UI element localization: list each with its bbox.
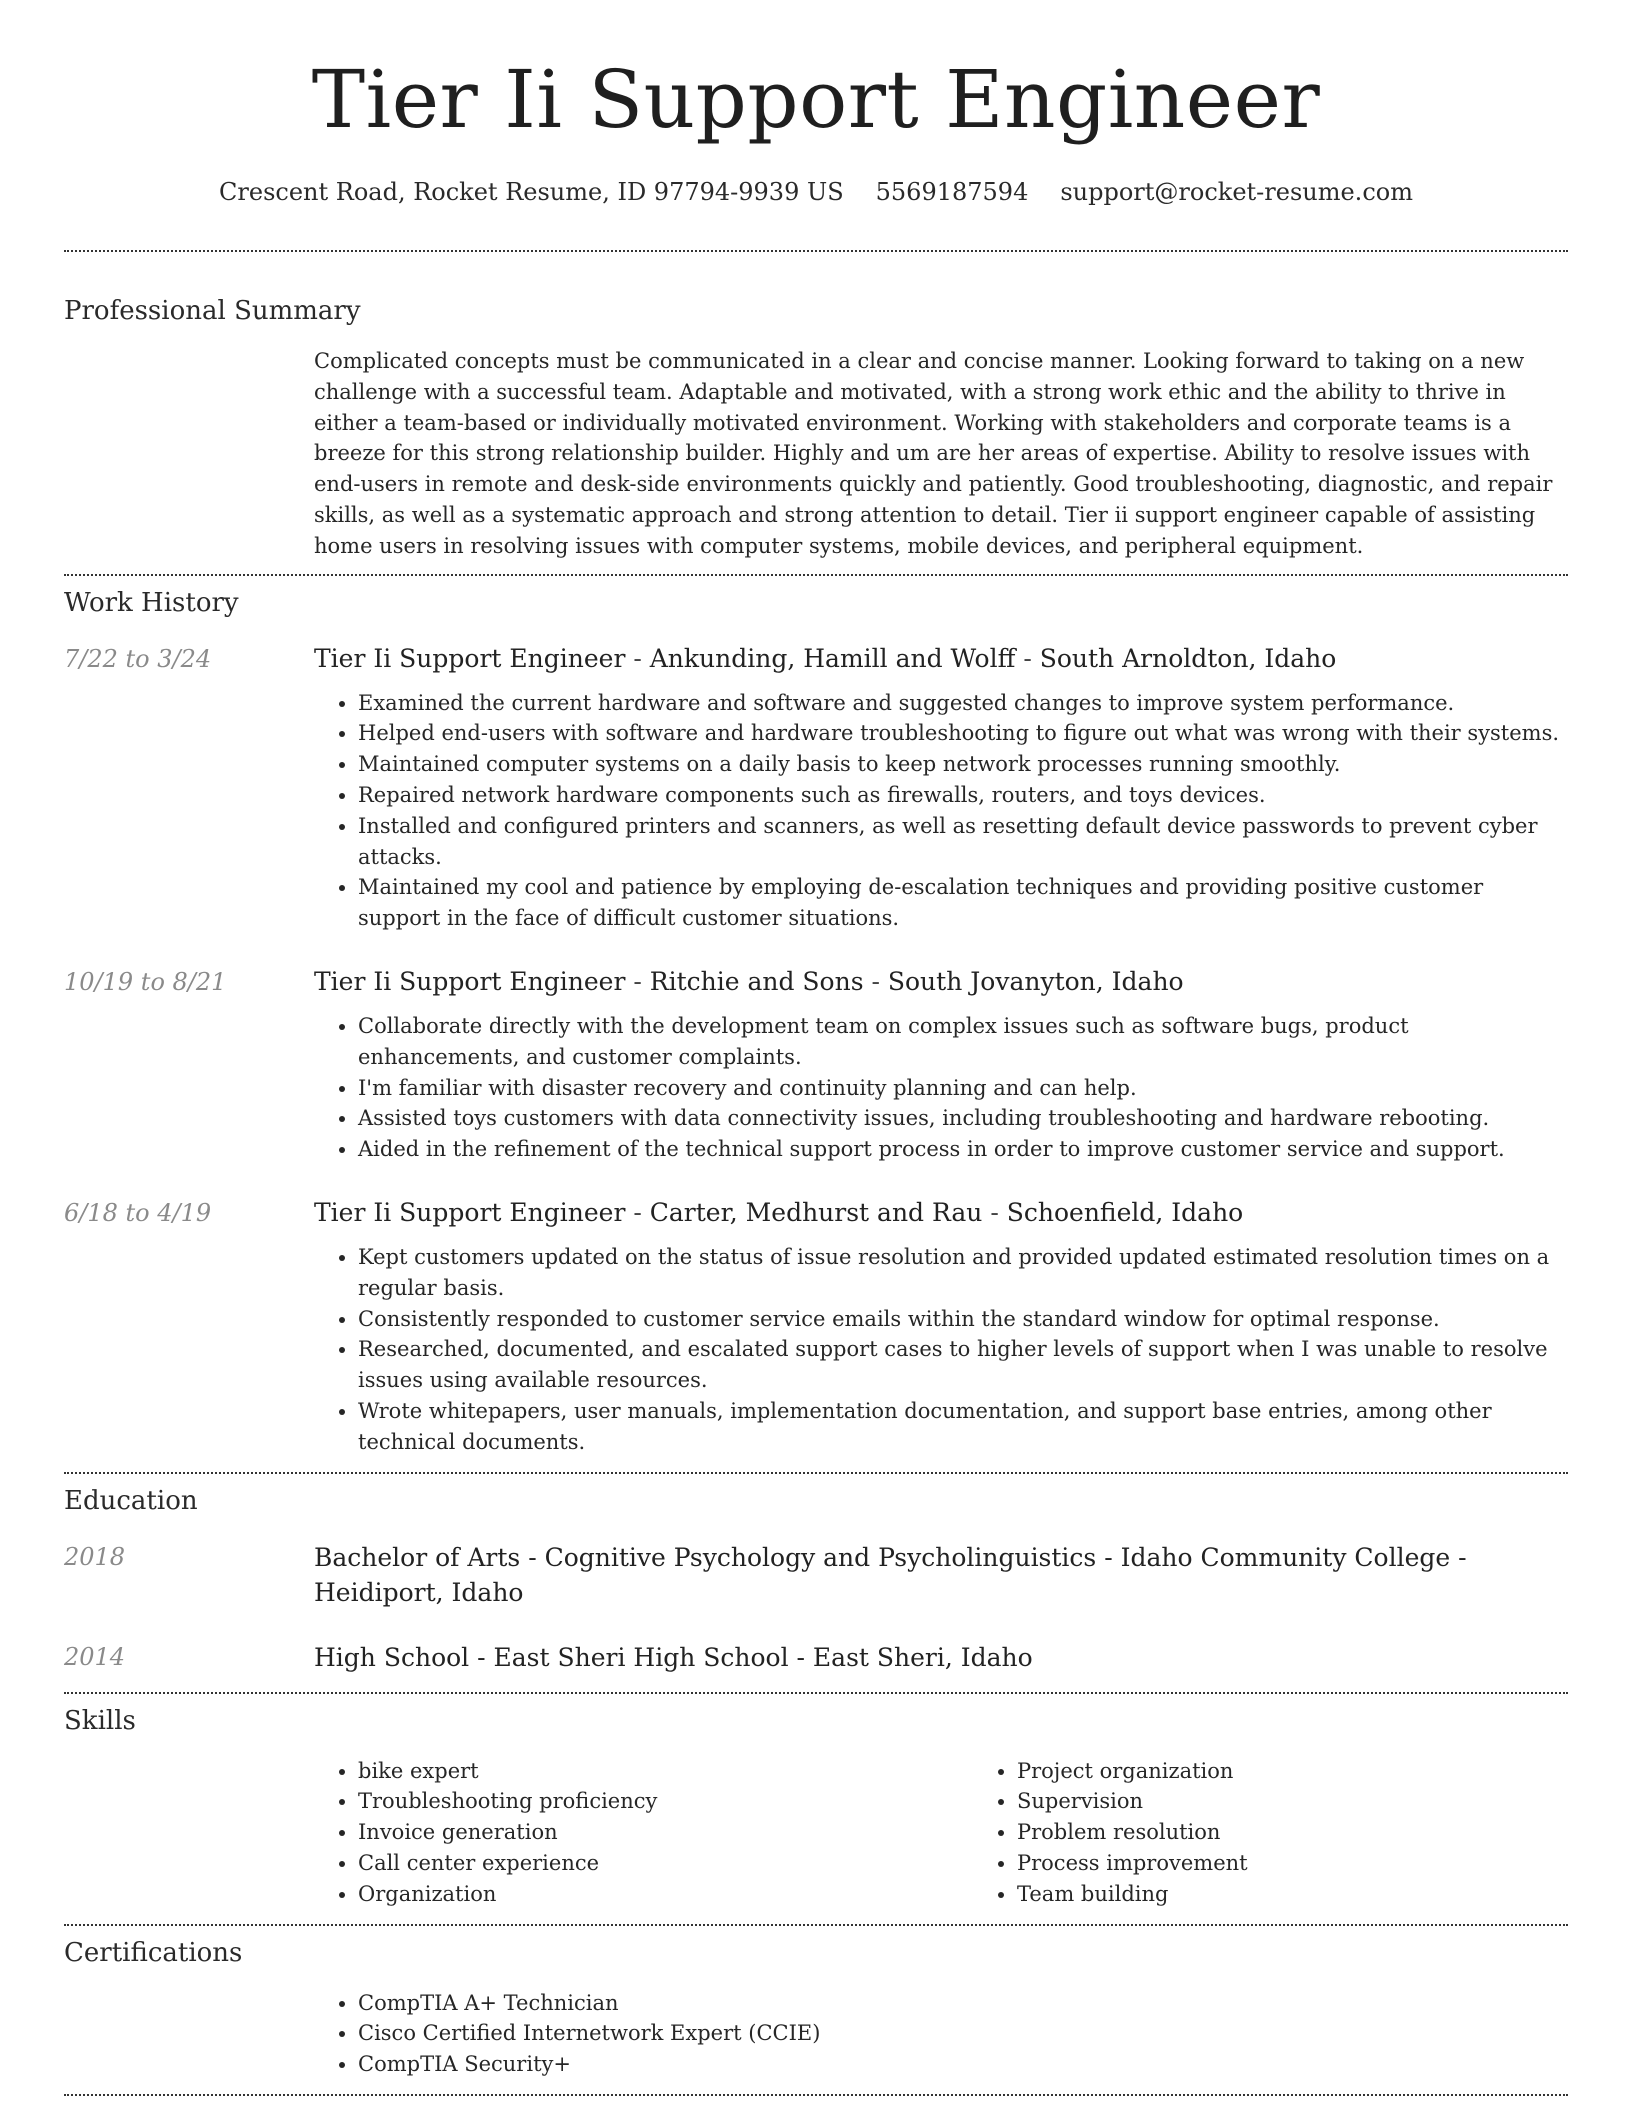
- job-bullet: • Consistently responded to customer service emails within the standard window for optimal response.: [358, 1304, 1568, 1335]
- certifications-divider: [64, 2094, 1568, 2096]
- education-entry: [64, 1640, 1568, 1675]
- education-entry: [64, 1540, 1568, 1610]
- skill-item: • Invoice generation: [358, 1817, 973, 1848]
- education-heading: Education: [64, 1485, 198, 1516]
- skills-section: [64, 1694, 1568, 1910]
- skills-heading: Skills: [64, 1705, 136, 1736]
- job-sep: -: [625, 966, 650, 996]
- job-bullet: • Maintained my cool and patience by employing de-escalation techniques and providing positive customer support in the face of difficult customer situations.: [358, 872, 1568, 934]
- certification-item: • Cisco Certified Internetwork Expert (CCIE): [358, 2018, 1568, 2049]
- certifications-heading: Certifications: [64, 1937, 243, 1968]
- job-sep: -: [982, 1197, 1007, 1227]
- job-sep: -: [863, 966, 888, 996]
- job-bullet: • Aided in the refinement of the technical support process in order to improve customer service and support.: [358, 1134, 1568, 1165]
- certifications-section: [64, 1926, 1568, 2080]
- job-bullets: [314, 1242, 1568, 1458]
- contact-address: Crescent Road, Rocket Resume, ID 97794-9939 US: [219, 178, 844, 206]
- skill-item: • bike expert: [358, 1756, 973, 1787]
- contact-phone: 5569187594: [875, 178, 1029, 206]
- job-entry: [64, 965, 1568, 1165]
- education-title: Bachelor of Arts - Cognitive Psychology and Psycholinguistics - Idaho Community College - Heidiport, Idaho: [314, 1542, 1467, 1607]
- education-year: 2014: [64, 1642, 126, 1671]
- certifications-list: [314, 1988, 1568, 2080]
- job-bullet: • Installed and configured printers and scanners, as well as resetting default device passwords to prevent cyber attacks.: [358, 811, 1568, 873]
- job-dates: 10/19 to 8/21: [64, 967, 227, 996]
- contact-email: support@rocket-resume.com: [1060, 178, 1413, 206]
- job-role: Tier Ii Support Engineer: [314, 1197, 626, 1227]
- skill-item: • Problem resolution: [1017, 1817, 1568, 1848]
- job-dates: 7/22 to 3/24: [64, 644, 212, 673]
- job-bullet: • Assisted toys customers with data connectivity issues, including troubleshooting and hardware rebooting.: [358, 1103, 1568, 1134]
- job-entry: [64, 642, 1568, 934]
- job-bullets: [314, 688, 1568, 934]
- job-location: South Arnoldton, Idaho: [1039, 643, 1337, 673]
- summary-text: Complicated concepts must be communicated in a clear and concise manner. Looking forward to taking on a new challenge with a successful team. Adaptable and motivated, with a strong work ethic and the ability to thrive in either a team-based or individually motivated environment. Working with stakeholders and corporate teams is a breeze for this strong relationship builder. Highly and um are her areas of expertise. Ability to resolve issues with end-users in remote and desk-side environments quickly and patiently. Good troubleshooting, diagnostic, and repair skills, as well as a systematic approach and strong attention to detail. Tier ii support engineer capable of assisting home users in resolving issues with computer systems, mobile devices, and peripheral equipment.: [314, 349, 1553, 558]
- skills-columns: [314, 1756, 1568, 1910]
- job-heading: [314, 965, 1568, 999]
- summary-heading: Professional Summary: [64, 296, 361, 326]
- skills-list-right: [973, 1756, 1568, 1910]
- job-bullets: [314, 1011, 1568, 1165]
- education-title: High School - East Sheri High School - East Sheri, Idaho: [314, 1642, 1033, 1672]
- skills-spacer: [64, 1756, 314, 1910]
- job-bullet: • Repaired network hardware components such as firewalls, routers, and toys devices.: [358, 780, 1568, 811]
- job-company: Ankunding, Hamill and Wolff: [649, 643, 1016, 673]
- candidate-name: Tier Ii Support Engineer: [311, 53, 1321, 146]
- job-bullet: • Wrote whitepapers, user manuals, implementation documentation, and support base entries, among other technical documents.: [358, 1396, 1568, 1458]
- job-bullet: • Collaborate directly with the development team on complex issues such as software bugs, product enhancements, and customer complaints.: [358, 1011, 1568, 1073]
- skill-item: • Troubleshooting proficiency: [358, 1786, 973, 1817]
- job-bullet: • Kept customers updated on the status of issue resolution and provided updated estimated resolution times on a regular basis.: [358, 1242, 1568, 1304]
- job-heading: [314, 642, 1568, 676]
- skill-item: • Supervision: [1017, 1786, 1568, 1817]
- work-section: [64, 576, 1568, 1458]
- job-bullet: • I'm familiar with disaster recovery and continuity planning and can help.: [358, 1073, 1568, 1104]
- job-heading: [314, 1196, 1568, 1230]
- job-bullet: • Researched, documented, and escalated support cases to higher levels of support when I was unable to resolve issues using available resources.: [358, 1334, 1568, 1396]
- skill-item: • Organization: [358, 1879, 973, 1910]
- job-bullet: • Examined the current hardware and software and suggested changes to improve system performance.: [358, 688, 1568, 719]
- job-bullet: • Helped end-users with software and hardware troubleshooting to figure out what was wrong with their systems.: [358, 718, 1568, 749]
- job-role: Tier Ii Support Engineer: [314, 966, 626, 996]
- certifications-spacer: [64, 1988, 314, 2080]
- contact-line: [64, 176, 1568, 208]
- skill-item: • Process improvement: [1017, 1848, 1568, 1879]
- certification-item: • CompTIA Security+: [358, 2049, 1568, 2080]
- job-company: Carter, Medhurst and Rau: [649, 1197, 983, 1227]
- skill-item: • Project organization: [1017, 1756, 1568, 1787]
- job-entry: [64, 1196, 1568, 1458]
- education-section: [64, 1474, 1568, 1675]
- job-dates: 6/18 to 4/19: [64, 1198, 212, 1227]
- job-company: Ritchie and Sons: [649, 966, 864, 996]
- skill-item: • Team building: [1017, 1879, 1568, 1910]
- summary-section: [64, 252, 1568, 562]
- resume-header: [64, 0, 1568, 208]
- job-sep: -: [1015, 643, 1040, 673]
- work-heading: Work History: [64, 587, 239, 618]
- job-role: Tier Ii Support Engineer: [314, 643, 626, 673]
- summary-spacer: [64, 346, 314, 562]
- job-bullet: • Maintained computer systems on a daily basis to keep network processes running smoothly.: [358, 749, 1568, 780]
- skill-item: • Call center experience: [358, 1848, 973, 1879]
- education-year: 2018: [64, 1542, 126, 1571]
- skills-list-left: [314, 1756, 973, 1910]
- job-sep: -: [625, 1197, 650, 1227]
- job-location: Schoenfield, Idaho: [1006, 1197, 1244, 1227]
- certification-item: • CompTIA A+ Technician: [358, 1988, 1568, 2019]
- job-sep: -: [625, 643, 650, 673]
- job-location: South Jovanyton, Idaho: [887, 966, 1184, 996]
